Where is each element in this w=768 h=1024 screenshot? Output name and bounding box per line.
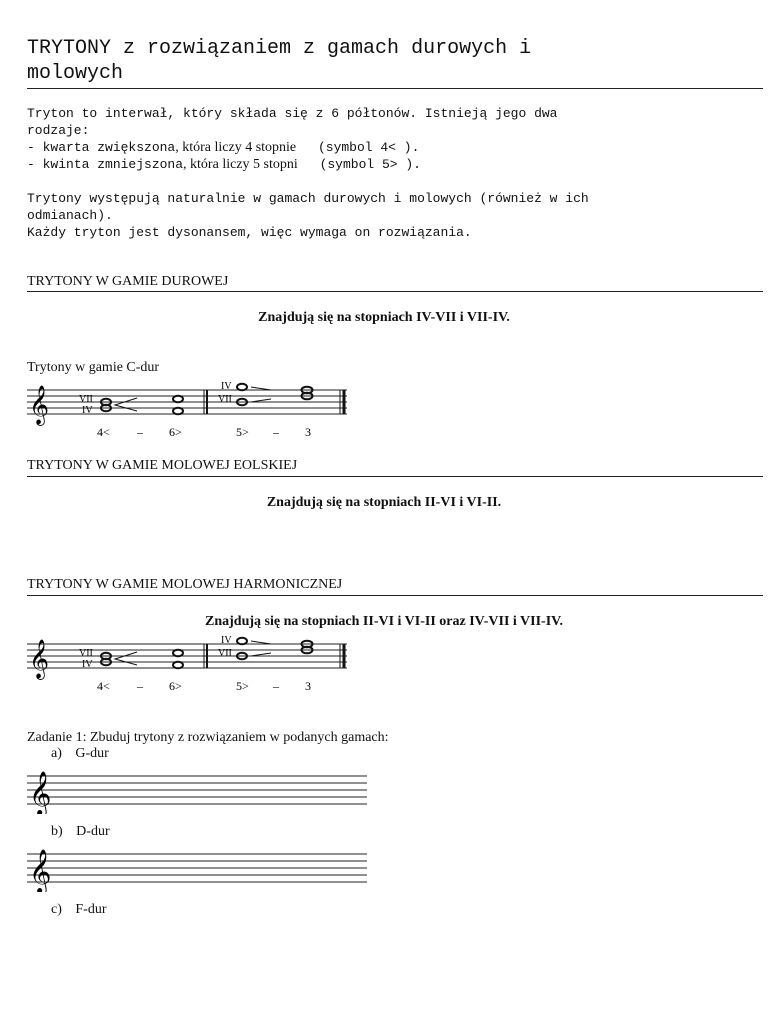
steps-aeolian: Znajdują się na stopniach II-VI i VI-II.	[266, 495, 502, 510]
whole-note	[173, 662, 183, 669]
intro-item-desc: , która liczy 5 stopni	[183, 157, 298, 172]
staff-lines	[27, 854, 367, 882]
treble-clef-icon: 𝄞	[29, 851, 52, 892]
staff-lines	[27, 390, 347, 414]
example-label-c-major: Trytony w gamie C-dur	[27, 360, 160, 375]
degree-label: IV	[82, 405, 93, 416]
page-title-line2: molowych	[27, 62, 124, 85]
intro-item-dash: -	[27, 157, 43, 172]
intro-line: rodzaje:	[27, 123, 90, 138]
empty-staff-g-major[interactable]	[27, 768, 372, 814]
resolution-arrow-icon	[115, 652, 137, 665]
exercise-item-letter: a)	[51, 746, 62, 761]
staff-lines	[27, 776, 367, 804]
intro-item-symbol: (symbol 4< ).	[317, 140, 420, 155]
intro-item-dash: -	[27, 140, 43, 155]
staff-lines	[27, 644, 347, 668]
interval-label: 3	[305, 679, 311, 693]
staff-example-harmonic-minor	[27, 632, 357, 696]
degree-label: VII	[218, 648, 232, 659]
exercise-item-letter: b)	[51, 824, 63, 839]
interval-label: 4<	[97, 425, 110, 439]
exercise-item-letter: c)	[51, 902, 62, 917]
exercise-item-a	[51, 746, 109, 762]
exercise-item-label: G-dur	[75, 746, 109, 761]
section-title-harmonic: TRYTONY W GAMIE MOLOWEJ HARMONICZNEJ	[27, 577, 343, 592]
intro-line: Każdy tryton jest dysonansem, więc wymaga on rozwiązania.	[27, 225, 472, 240]
intro-item-desc: , która liczy 4 stopnie	[175, 140, 297, 155]
whole-note	[237, 384, 247, 391]
whole-note	[237, 638, 247, 645]
intro-item-diminished-fifth	[27, 156, 757, 173]
intro-item-term: kwarta zwiększona	[42, 140, 176, 155]
degree-label: VII	[79, 394, 93, 405]
page-title	[27, 36, 727, 86]
degree-label: IV	[221, 381, 232, 392]
interval-label: –	[137, 679, 143, 693]
steps-major: Znajdują się na stopniach IV-VII i VII-IV.	[258, 310, 510, 325]
degree-label: IV	[82, 659, 93, 670]
treble-clef-icon: 𝄞	[29, 773, 52, 814]
whole-note	[173, 408, 183, 415]
intro-line: odmianach).	[27, 208, 113, 223]
intro-line: Trytony występują naturalnie w gamach durowych i molowych (również w ich	[27, 191, 589, 206]
exercise-item-b	[51, 824, 110, 840]
intro-block	[27, 105, 757, 241]
interval-label: 3	[305, 425, 311, 439]
treble-clef-icon: 𝄞	[29, 641, 50, 678]
intro-item-augmented-fourth	[27, 139, 757, 156]
degree-label: IV	[221, 635, 232, 646]
interval-label: 6>	[169, 425, 182, 439]
intro-item-symbol: (symbol 5> ).	[319, 157, 421, 172]
section-title-aeolian: TRYTONY W GAMIE MOLOWEJ EOLSKIEJ	[27, 458, 298, 473]
section-title-major: TRYTONY W GAMIE DUROWEJ	[27, 274, 229, 289]
interval-label: 5>	[236, 679, 249, 693]
intro-line: Tryton to interwał, który składa się z 6 półtonów. Istnieją jego dwa	[27, 106, 558, 121]
interval-label: –	[273, 425, 279, 439]
treble-clef-icon: 𝄞	[29, 387, 50, 424]
interval-label: –	[273, 679, 279, 693]
steps-harmonic: Znajdują się na stopniach II-VI i VI-II oraz IV-VII i VII-IV.	[205, 614, 563, 629]
interval-label: 4<	[97, 679, 110, 693]
interval-label: 6>	[169, 679, 182, 693]
exercise-title: Zadanie 1: Zbuduj trytony z rozwiązaniem w podanych gamach:	[27, 730, 389, 745]
intro-item-term: kwinta zmniejszona	[42, 157, 184, 172]
section-rule	[27, 291, 763, 292]
section-rule	[27, 595, 763, 596]
empty-staff-d-major[interactable]	[27, 846, 372, 892]
staff-example-c-major	[27, 378, 357, 442]
interval-label: –	[137, 425, 143, 439]
whole-note	[173, 396, 183, 403]
section-rule	[27, 476, 763, 477]
page-title-line1: TRYTONY z rozwiązaniem z gamach durowych i	[27, 37, 532, 60]
exercise-item-c	[51, 902, 107, 918]
title-rule	[27, 88, 763, 89]
resolution-arrow-icon	[115, 398, 137, 411]
exercise-item-label: D-dur	[76, 824, 110, 839]
whole-note	[173, 650, 183, 657]
interval-label: 5>	[236, 425, 249, 439]
exercise-item-label: F-dur	[75, 902, 107, 917]
degree-label: VII	[79, 648, 93, 659]
degree-label: VII	[218, 394, 232, 405]
